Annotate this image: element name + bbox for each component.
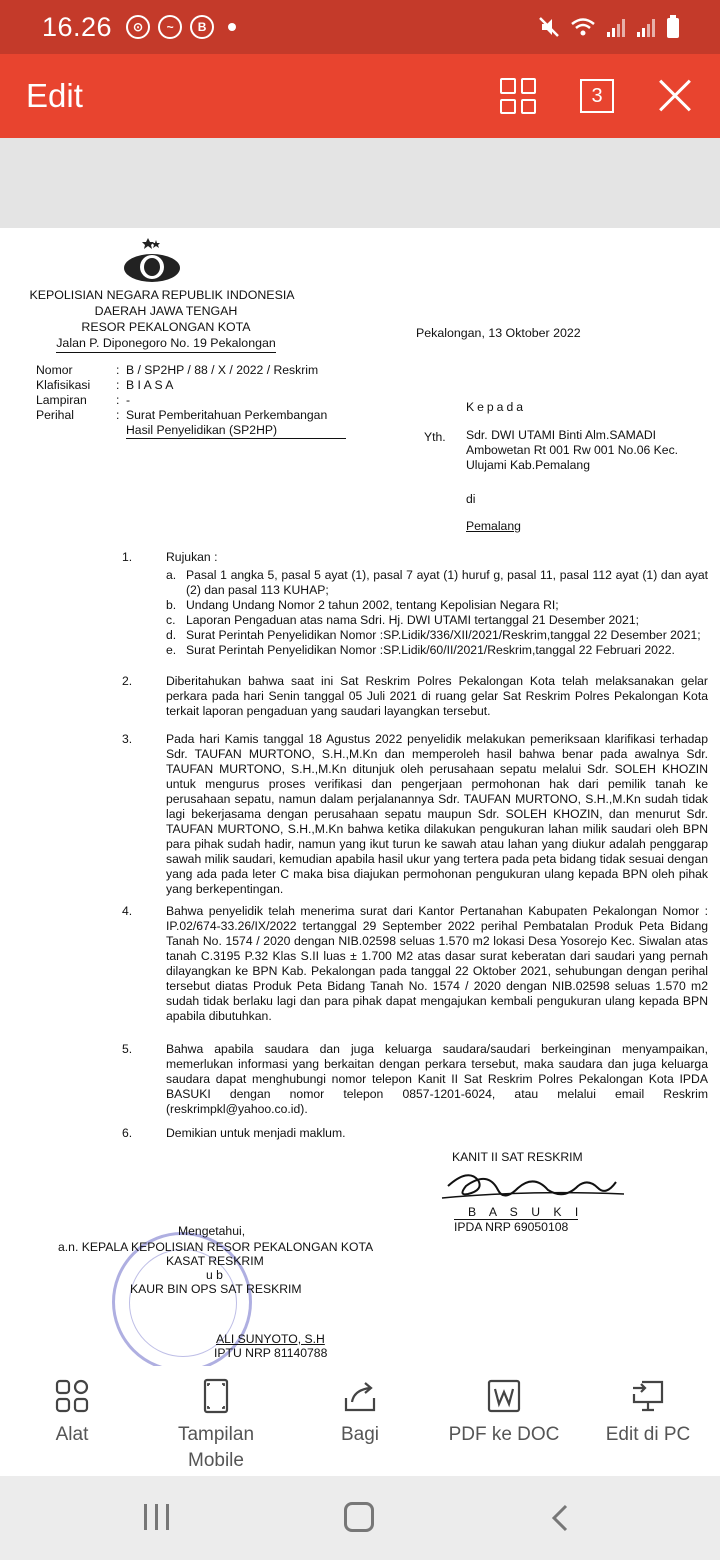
letterhead — [29, 287, 296, 353]
edit-on-pc-label: Edit di PC — [605, 1424, 691, 1445]
di-label: di — [466, 492, 476, 506]
item-text: Bahwa penyelidik telah menerima surat dari Kantor Pertanahan Kabupaten Pekalongan Nomor : IP.02/674-33.26/IX/2022 tertanggal 29 September 2022 perihal Pembatalan Produk Peta Bidang Tanah No. 1574 / 2020 dengan NIB.02598 seluas 1.570 m2 lokasi Desa Yosorejo Kec. Siwalan atas tanah C.3195 P.32 Klas S.II luas ± 1.700 M2 atas dasar surat keberatan dari saudari yang pernah dilayangkan ke BPN Kab. Pekalongan pada tanggal 22 Oktober 2021, sehubungan dengan perihal tersebut diatas Produk Peta Bidang Tanah No. 1574 / 2020 dengan NIB.02598 seluas 1.570 m2 sudah tidak berlaku lagi dan para pihak dapat mengajukan kembali pengukuran ulang kepada BPN apabila dibutuhkan. — [166, 904, 708, 1023]
dot-icon — [228, 23, 236, 31]
tools-button[interactable] — [0, 1366, 144, 1476]
share-button[interactable] — [288, 1366, 432, 1476]
recipient-address: Sdr. DWI UTAMI Binti Alm.SAMADI Ambowetan Rt 001 Rw 001 No.06 Kec. Ulujami Kab.Pemalang — [466, 428, 679, 472]
mobile-view-label: Tampilan Mobile — [177, 1424, 255, 1471]
sub-item: e. Surat Perintah Penyelidikan Nomor :SP.Lidik/60/II/2021/Reskrim,tanggal 22 Februari 2022. — [166, 643, 675, 657]
letter-meta — [36, 363, 346, 439]
second-signer-nrp: IPTU NRP 81140788 — [214, 1346, 328, 1360]
yth-label: Yth. — [424, 430, 446, 444]
item-number: 2. — [122, 674, 133, 688]
signal-icon — [606, 16, 626, 38]
item-number: 6. — [122, 1126, 133, 1140]
page-count: 3 — [591, 84, 603, 107]
pdf-to-doc-icon — [486, 1378, 522, 1414]
system-icons — [538, 15, 680, 39]
share-label: Bagi — [340, 1424, 380, 1445]
mengetahui-label: Mengetahui, — [178, 1224, 246, 1238]
signer-nrp: IPDA NRP 69050108 — [454, 1219, 578, 1235]
system-nav-bar — [0, 1476, 720, 1560]
meta-key: Perihal — [36, 408, 74, 422]
letterhead-address: Jalan P. Diponegoro No. 19 Pekalongan — [56, 335, 276, 353]
page-count-button[interactable] — [580, 79, 614, 113]
b-icon: B — [190, 15, 214, 39]
recipient-city: Pemalang — [466, 519, 521, 533]
edit-on-pc-button[interactable] — [576, 1366, 720, 1476]
close-icon[interactable] — [658, 79, 692, 113]
meta-value: B I A S A — [126, 378, 174, 392]
mobile-view-icon — [198, 1378, 234, 1414]
meta-key: Nomor — [36, 363, 73, 377]
kanit-title: KANIT II SAT RESKRIM — [452, 1150, 583, 1164]
second-signer-name: ALI SUNYOTO, S.H — [216, 1332, 325, 1346]
back-icon[interactable] — [546, 1504, 574, 1532]
police-emblem-icon — [120, 236, 184, 284]
meta-value: - — [126, 393, 131, 407]
messenger-icon: ~ — [158, 15, 182, 39]
document-viewer[interactable] — [0, 138, 720, 1366]
letterhead-line2: DAERAH JAWA TENGAH — [94, 304, 238, 318]
kasat-label: KASAT RESKRIM — [166, 1254, 264, 1268]
status-time: 16.26 — [42, 11, 113, 42]
item-number: 1. — [122, 550, 133, 564]
item-number: 3. — [122, 732, 133, 746]
grid-view-icon[interactable] — [500, 78, 536, 114]
item-number: 4. — [122, 904, 133, 918]
meta-row: Perihal : Surat Pemberitahuan Perkembangan Hasil Penyelidikan (SP2HP) — [36, 408, 346, 439]
app-bar-actions — [500, 78, 692, 114]
kaur-label: KAUR BIN OPS SAT RESKRIM — [130, 1282, 302, 1296]
document-page — [0, 228, 720, 1366]
battery-icon — [666, 15, 680, 39]
top-app-bar — [0, 54, 720, 138]
item-heading: Rujukan : — [166, 550, 218, 564]
tools-label: Alat — [55, 1424, 89, 1445]
item-number: 5. — [122, 1042, 133, 1056]
meta-value: Surat Pemberitahuan Perkembangan Hasil Penyelidikan (SP2HP) — [126, 408, 346, 439]
meta-row: Klafisikasi : B I A S A — [36, 378, 346, 393]
meta-row: Lampiran : - — [36, 393, 346, 408]
page-title: Edit — [26, 77, 83, 114]
signal-icon-2 — [636, 16, 656, 38]
meta-key: Klafisikasi — [36, 378, 91, 392]
share-icon — [342, 1378, 378, 1414]
item-text — [166, 550, 708, 658]
wifi-icon — [570, 16, 596, 38]
mute-icon — [538, 16, 560, 38]
bottom-toolbar — [0, 1366, 720, 1476]
sub-item: b. Undang Undang Nomor 2 tahun 2002, tentang Kepolisian Negara RI; — [166, 598, 559, 612]
sub-item: d. Surat Perintah Penyelidikan Nomor :SP.Lidik/336/XII/2021/Reskrim,tanggal 22 Desember 2021; — [166, 628, 701, 642]
item-text: Bahwa apabila saudara dan juga keluarga saudara/saudari berkeinginan menyampaikan, memerlukan informasi yang berkaitan dengan perkara tersebut, maka saudara dan juga keluarga saudara dapat menghubungi nomor telepon Kanit II Sat Reskrim Polres Pekalongan Kota IPDA BASUKI dengan nomor telepon 0857-1201-6024, atau melalui email Reskrim (reskrimpkl@yahoo.co.id). — [166, 1042, 708, 1116]
meta-value: B / SP2HP / 88 / X / 2022 / Reskrim — [126, 363, 319, 377]
ub-label: u b — [206, 1268, 223, 1282]
item-text: Demikian untuk menjadi maklum. — [166, 1126, 346, 1140]
meta-key: Lampiran — [36, 393, 87, 407]
sub-item: c. Laporan Pengaduan atas nama Sdri. Hj. DWI UTAMI tertanggal 21 Desember 2021; — [166, 613, 639, 627]
letterhead-line1: KEPOLISIAN NEGARA REPUBLIK INDONESIA — [29, 288, 295, 302]
pdf-to-doc-button[interactable] — [432, 1366, 576, 1476]
letterhead-line3: RESOR PEKALONGAN KOTA — [81, 320, 251, 334]
item-text: Pada hari Kamis tanggal 18 Agustus 2022 penyelidik melakukan pemeriksaan klarifikasi terhadap Sdr. TAUFAN MURTONO, S.H.,M.Kn dan memperoleh hasil bahwa benar pada awalnya Sdr. TAUFAN MURTONO, S.H.,M.Kn ditunjuk oleh perusahaan sepatu melalui Sdr. SOLEH KHOZIN untuk mengurus proses verifikasi dan pengerjaan permohonan hak dari pemilik tanah ke perusahaan sepatu, namun dalam perjalanannya Sdr. TAUFAN MURTONO, S.H.,M.Kn sudah tidak lagi bekerjasama dengan perusahaan sepatu maupun Sdr. SOLEH KHOZIN, dan menurut Sdr. TAUFAN MURTONO, S.H.,M.Kn bahwa ketika dilakukan pengukuran lahan milik saudari oleh BPN para pihak sudah hadir, namun yang ikut turun ke sawah atau lahan yang diukur adalah penggarap sawah milik saudari, kemudian apabila hasil ukur yang tertera pada peta bidang tidak sesuai dengan yang ada pada leter C maka bisa diajukan permohonan pengukuran ulang kepada BPN oleh pihak yang berkepentingan. — [166, 732, 709, 896]
notification-icons — [126, 15, 236, 39]
item-text: Diberitahukan bahwa saat ini Sat Reskrim Polres Pekalongan Kota telah melaksanakan gelar perkara pada hari Senin tanggal 05 Juli 2021 di ruang gelar Sat Reskrim Polres Pekalongan Kota terkait laporan pengaduan yang saudari layangkan tersebut. — [166, 674, 708, 718]
mobile-view-button[interactable] — [144, 1366, 288, 1476]
an-kepala-label: a.n. KEPALA KEPOLISIAN RESOR PEKALONGAN KOTA — [58, 1240, 374, 1254]
status-bar — [0, 0, 720, 54]
location-icon: ⊙ — [126, 15, 150, 39]
recent-apps-icon[interactable] — [144, 1504, 170, 1530]
meta-row: Nomor : B / SP2HP / 88 / X / 2022 / Reskrim — [36, 363, 346, 378]
kepada-label: Kepada — [466, 400, 527, 414]
home-icon[interactable] — [344, 1502, 374, 1532]
sub-item: a. Pasal 1 angka 5, pasal 5 ayat (1), pasal 7 ayat (1) huruf g, pasal 11, pasal 112 ayat (1) dan ayat (2) dan pasal 113 KUHAP; — [166, 568, 708, 597]
pdf-to-doc-label: PDF ke DOC — [448, 1424, 560, 1445]
edit-on-pc-icon — [630, 1378, 666, 1414]
signer-name: B A S U K I — [468, 1205, 584, 1219]
place-date: Pekalongan, 13 Oktober 2022 — [416, 326, 581, 340]
tools-icon — [54, 1378, 90, 1414]
